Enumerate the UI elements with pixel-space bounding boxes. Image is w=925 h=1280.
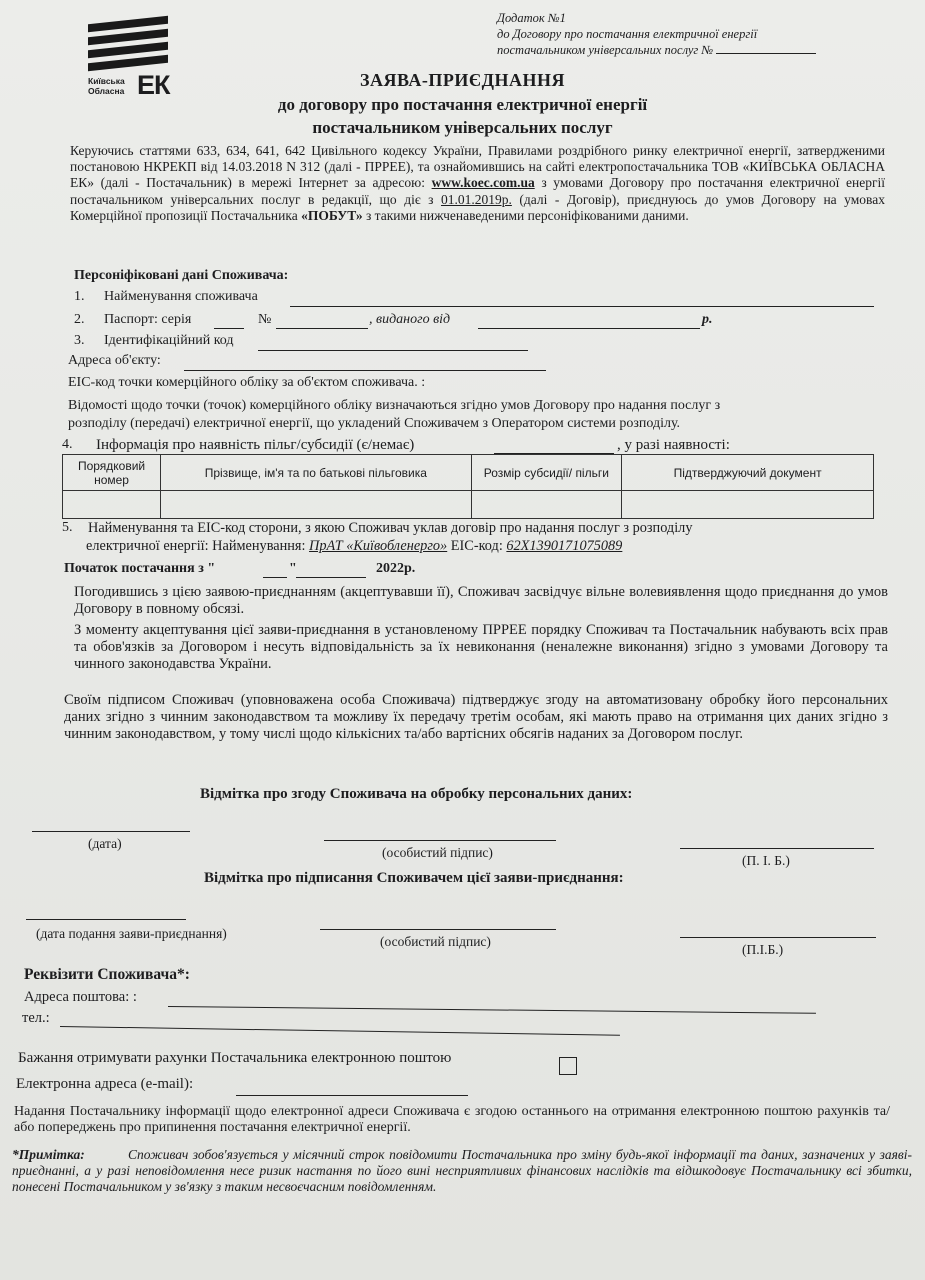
table-row bbox=[63, 491, 874, 519]
appendix-line-2: до Договору про постачання електричної енергії bbox=[497, 27, 758, 41]
phone-field[interactable] bbox=[60, 1026, 620, 1036]
consent-signature-caption: (особистий підпис) bbox=[382, 845, 493, 860]
signing-date-field[interactable] bbox=[26, 919, 186, 920]
appendix-header bbox=[497, 10, 816, 58]
document-subtitle-1: до договору про постачання електричної енергії bbox=[277, 95, 648, 114]
benefits-label: Інформація про наявність пільг/субсидії (є/немає) bbox=[96, 437, 415, 453]
consent-signature-field[interactable] bbox=[324, 840, 556, 841]
supply-start-quote: " bbox=[289, 561, 297, 576]
passport-issued-label: , виданого від bbox=[369, 312, 451, 327]
consent-date-caption: (дата) bbox=[88, 836, 122, 851]
benefits-suffix: , у разі наявності: bbox=[617, 437, 730, 453]
table-cell-empty[interactable] bbox=[161, 491, 471, 519]
item-3-number: 3. bbox=[74, 333, 85, 348]
table-cell-empty[interactable] bbox=[471, 491, 622, 519]
paragraph-personal-data: Своїм підписом Споживач (уповноважена особа Споживача) підтверджує згоду на автоматизовану обробку його персональних даних згідно з чинним законодавством та можливу їх передачу третім особам, які мають право на отримання цих даних згідно з чинним законодавством, у тому числі щодо кількісних та/або вартісних обсягів наданих за Договором послуг. bbox=[64, 692, 888, 742]
item-1-label: Найменування споживача bbox=[104, 289, 258, 304]
logo-mark: ЕК bbox=[137, 70, 170, 100]
object-address-field[interactable] bbox=[184, 370, 546, 371]
email-bills-checkbox[interactable] bbox=[559, 1057, 577, 1075]
object-address-label: Адреса об'єкту: bbox=[68, 353, 161, 368]
document-subtitle-2: постачальником універсальних послуг bbox=[312, 118, 613, 137]
signing-name-caption: (П.І.Б.) bbox=[742, 942, 784, 957]
consent-name-field[interactable] bbox=[680, 848, 874, 849]
tax-id-label: Ідентифікаційний код bbox=[104, 333, 234, 348]
consent-heading: Відмітка про згоду Споживача на обробку персональних даних: bbox=[200, 786, 633, 802]
requisites-heading: Реквізити Споживача*: bbox=[24, 966, 190, 983]
tax-id-field[interactable] bbox=[258, 350, 528, 351]
email-consent-note: Надання Постачальнику інформації щодо електронної адреси Споживача є згодою останнього на отримання електронною поштою рахунків та/або попереджень про припинення постачання електричної енергії. bbox=[14, 1104, 890, 1135]
signing-signature-caption: (особистий підпис) bbox=[380, 934, 491, 949]
metering-info-line-1: Відомості щодо точки (точок) комерційного обліку визначаються згідно умов Договору про надання послуг з bbox=[68, 398, 721, 413]
eic-code-label: ЕІС-код точки комерційного обліку за об'єктом споживача. : bbox=[68, 375, 426, 390]
email-address-field[interactable] bbox=[236, 1095, 468, 1096]
supply-start-label: Початок постачання з " bbox=[64, 561, 216, 576]
paragraph-rights: З моменту акцептування цієї заяви-приєднання в установленому ПРРЕЕ порядку Споживач та Постачальник набувають всіх прав та обов'язків за Договором і несуть відповідальність за їх невиконання (неналежне виконання) згідно з умовами Договору та чинного законодавства України. bbox=[74, 622, 888, 672]
consent-name-caption: (П. І. Б.) bbox=[742, 853, 790, 868]
item-1-number: 1. bbox=[74, 289, 85, 304]
passport-issued-field[interactable] bbox=[478, 328, 700, 329]
appendix-line-3: постачальником універсальних послуг № bbox=[497, 42, 816, 58]
intro-paragraph: Керуючись статтями 633, 634, 641, 642 Цивільного кодексу України, Правилами роздрібного ринку електричної енергії, затвердженими постановою НКРЕКП від 14.03.2018 N 312 (далі - ПРРЕЕ), та ознайомившись на сайті електропостачальника ТОВ «КИЇВСЬКА ОБЛАСНА ЕК» (далі - Постачальник) в мережі Інтернет за адресою: www.koec.com.ua з умовами Договору про постачання електричної енергії постачальником універсальних послуг в редакції, що діє з 01.01.2019р. (далі - Договір), приєднуюсь до умов Договору на умовах Комерційної пропозиції Постачальника «ПОБУТ» з такими нижченаведеними персоніфікованими даними. bbox=[70, 143, 885, 223]
logo-text: Київська Обласна bbox=[88, 76, 125, 96]
table-header-cell: Розмір субсидії/ пільги bbox=[471, 455, 622, 491]
item-5-line-1: Найменування та ЕІС-код сторони, з якою Споживач уклав договір про надання послуг з розподілу bbox=[88, 520, 693, 536]
item-4-number: 4. bbox=[62, 437, 73, 452]
passport-number-field[interactable] bbox=[276, 328, 368, 329]
signing-signature-field[interactable] bbox=[320, 929, 556, 930]
passport-series-field[interactable] bbox=[214, 328, 244, 329]
document-title: ЗАЯВА-ПРИЄДНАННЯ bbox=[360, 70, 565, 90]
supply-start-year: 2022р. bbox=[376, 561, 416, 576]
signing-heading: Відмітка про підписання Споживачем цієї заяви-приєднання: bbox=[204, 870, 624, 886]
metering-info-line-2: розподілу (передачі) електричної енергії, що укладений Споживачем з Оператором системи розподілу. bbox=[68, 416, 681, 431]
item-5-number: 5. bbox=[62, 520, 73, 535]
contract-number-field[interactable] bbox=[716, 53, 816, 54]
website-link[interactable]: www.koec.com.ua bbox=[431, 175, 535, 191]
signing-name-field[interactable] bbox=[680, 937, 876, 938]
signing-date-caption: (дата подання заяви-приєднання) bbox=[36, 926, 227, 941]
note-text: Споживач зобов'язується у місячний строк повідомити Постачальника про зміну будь-якої інформації та даних, зазначених у заяві-приєднанні, а у разі неповідомлення несе ризик настання по його вині несприятливих фінансових наслідків та відшкодовує Постачальнику всі збитки, понесені Постачальником у зв'язку з таким несвоєчасним повідомленням. bbox=[12, 1147, 912, 1194]
supply-start-day-field[interactable] bbox=[263, 577, 287, 578]
table-header-cell: Порядковий номер bbox=[63, 455, 161, 491]
item-2-number: 2. bbox=[74, 312, 85, 327]
table-header-cell: Прізвище, ім'я та по батькові пільговика bbox=[161, 455, 471, 491]
benefits-table bbox=[62, 454, 874, 519]
table-cell-empty[interactable] bbox=[622, 491, 874, 519]
distributor-name: ПрАТ «Київобленерго» bbox=[309, 538, 448, 554]
supply-start-month-field[interactable] bbox=[296, 577, 366, 578]
email-address-label: Електронна адреса (e-mail): bbox=[16, 1076, 194, 1092]
item-5-line-2: електричної енергії: Найменування: ПрАТ «Київобленерго» ЕІС-код: 62Х1390171075089 bbox=[86, 538, 623, 554]
distributor-eic: 62Х1390171075089 bbox=[506, 538, 623, 554]
postal-address-field[interactable] bbox=[168, 1006, 816, 1014]
passport-number-label: № bbox=[258, 312, 272, 327]
table-header-cell: Підтверджуючий документ bbox=[622, 455, 874, 491]
postal-address-label: Адреса поштова: : bbox=[24, 989, 137, 1005]
appendix-line-1: Додаток №1 bbox=[497, 11, 566, 25]
consent-date-field[interactable] bbox=[32, 831, 190, 832]
phone-label: тел.: bbox=[22, 1010, 50, 1026]
consumer-name-field[interactable] bbox=[290, 306, 874, 307]
note-label: *Примітка: bbox=[12, 1147, 85, 1162]
table-cell-empty[interactable] bbox=[63, 491, 161, 519]
personal-data-heading: Персоніфіковані дані Споживача: bbox=[74, 268, 289, 283]
passport-series-label: Паспорт: серія bbox=[104, 312, 192, 327]
paragraph-acceptance: Погодившись з цією заявою-приєднанням (акцептувавши її), Споживач засвідчує вільне волевиявлення щодо приєднання до умов Договору в повному обсязі. bbox=[74, 584, 888, 617]
benefits-table-header-row bbox=[63, 455, 874, 491]
passport-year-suffix: р. bbox=[702, 312, 713, 327]
email-bills-label: Бажання отримувати рахунки Постачальника електронною поштою bbox=[18, 1050, 452, 1066]
